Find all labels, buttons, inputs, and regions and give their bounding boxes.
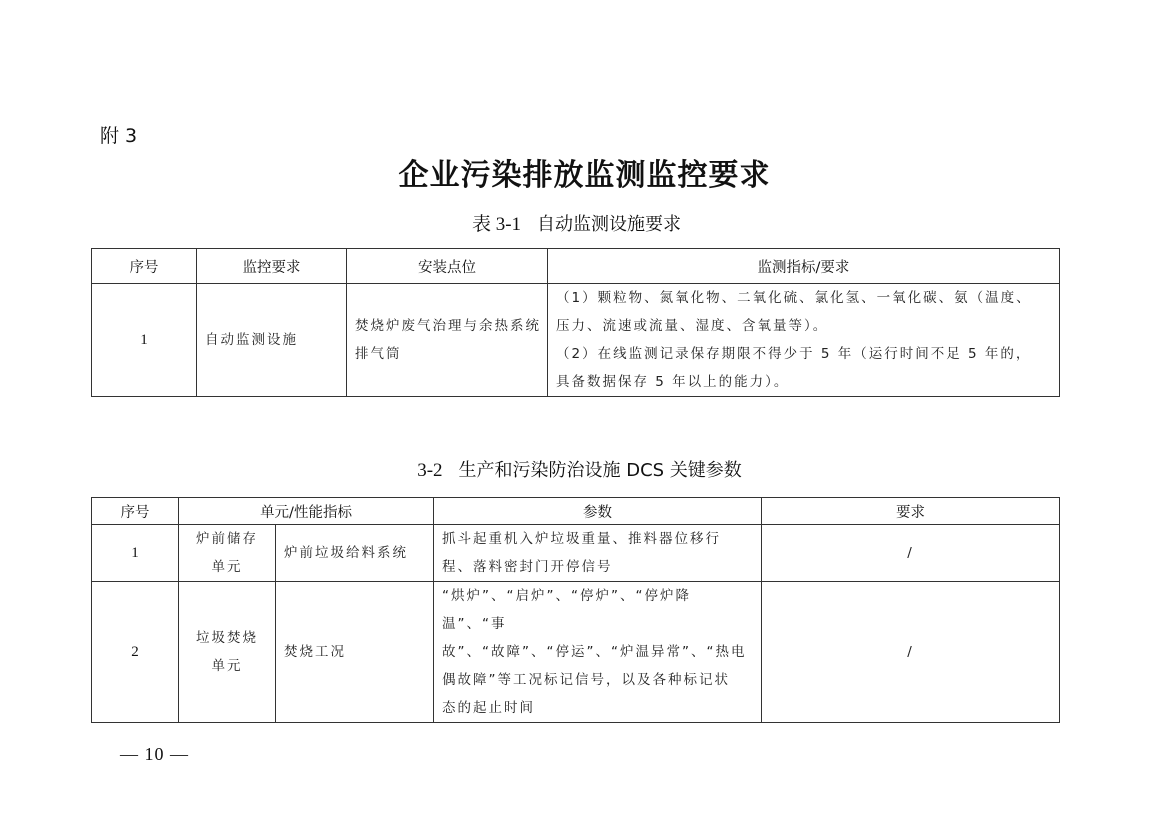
cell-index: 1 [92, 525, 179, 582]
header-indicators: 监测指标/要求 [548, 249, 1060, 284]
indicator-line: （2）在线监测记录保存期限不得少于 5 年（运行时间不足 5 年的， [556, 346, 1032, 362]
table2-number: 3-2 [417, 460, 443, 481]
cell-requirement: 自动监测设施 [197, 284, 347, 397]
header-params: 参数 [434, 498, 762, 525]
table-header-row [92, 249, 1060, 284]
table-row [92, 525, 1060, 582]
unit-line: 单元 [211, 658, 243, 674]
table-header-row [92, 498, 1060, 525]
cell-indicator: 焚烧工况 [276, 582, 434, 723]
param-line: 故”、“故障”、“停运”、“炉温异常”、“热电 [442, 644, 747, 660]
table2-caption-text: 生产和污染防治设施 DCS 关键参数 [458, 460, 742, 481]
document-title: 企业污染排放监测监控要求 [398, 158, 771, 193]
cell-params [434, 582, 762, 723]
header-requirement: 要求 [762, 498, 1060, 525]
indicator-line: 压力、流速或流量、湿度、含氧量等）。 [556, 318, 829, 334]
cell-requirement: / [762, 525, 1060, 582]
cell-index: 1 [92, 284, 197, 397]
table1-caption-text: 自动监测设施要求 [537, 214, 682, 235]
table-dcs-parameters [91, 497, 1060, 723]
cell-index: 2 [92, 582, 179, 723]
cell-indicator: 炉前垃圾给料系统 [276, 525, 434, 582]
table1-number: 表 3-1 [471, 214, 522, 235]
unit-line: 单元 [211, 559, 243, 575]
cell-location: 焚烧炉废气治理与余热系统排气筒 [347, 284, 548, 397]
table-row [92, 284, 1060, 397]
page-number: — 10 — [120, 744, 189, 764]
table-automatic-monitoring [91, 248, 1060, 397]
indicator-line: （1）颗粒物、氮氧化物、二氧化硫、氯化氢、一氧化碳、氨（温度、 [556, 290, 1032, 306]
header-location: 安装点位 [347, 249, 548, 284]
cell-params [434, 525, 762, 582]
table-row [92, 582, 1060, 723]
cell-unit [179, 525, 276, 582]
header-unit-indicator: 单元/性能指标 [179, 498, 434, 525]
header-requirement: 监控要求 [197, 249, 347, 284]
param-line: 抓斗起重机入炉垃圾重量、推料器位移行 [442, 531, 722, 547]
cell-requirement: / [762, 582, 1060, 723]
cell-unit [179, 582, 276, 723]
param-line: 态的起止时间 [442, 700, 536, 716]
param-line: 偶故障”等工况标记信号，以及各种标记状 [442, 672, 731, 688]
annex-label: 附 3 [100, 125, 138, 147]
header-index: 序号 [92, 249, 197, 284]
param-line: 程、落料密封门开停信号 [442, 559, 613, 575]
cell-indicators [548, 284, 1060, 397]
param-line: “烘炉”、“启炉”、“停炉”、“停炉降温”、“事 [442, 588, 691, 632]
header-index: 序号 [92, 498, 179, 525]
indicator-line: 具备数据保存 5 年以上的能力）。 [556, 374, 790, 390]
table2-caption [0, 456, 1164, 482]
table1-caption [0, 209, 1161, 236]
unit-line: 炉前储存 [196, 531, 258, 547]
unit-line: 垃圾焚烧 [196, 630, 258, 646]
